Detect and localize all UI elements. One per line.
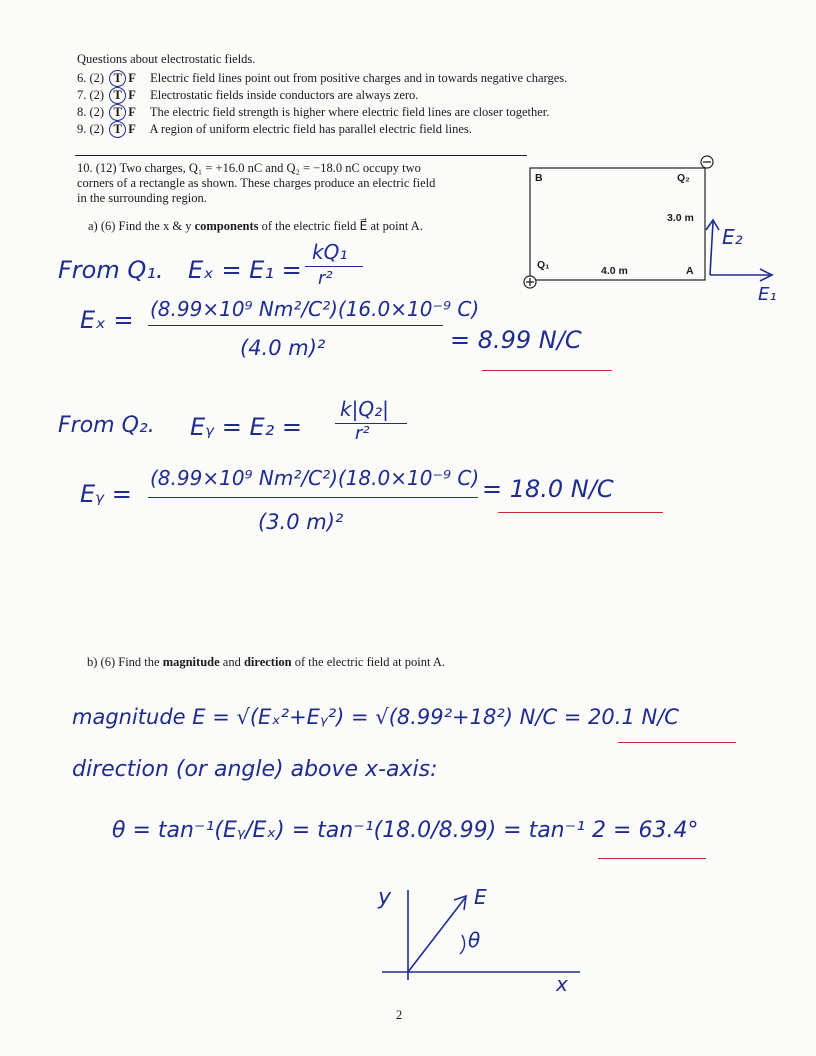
ex-label: Eₓ = [80, 306, 134, 334]
ey-denominator: (3.0 m)² [258, 510, 344, 534]
part-a-prompt: a) (6) Find the x & y components of the electric field E⃗ at point A. [88, 219, 423, 233]
r-squared-2: r² [355, 423, 370, 444]
hand-e1-label: E₁ [758, 284, 777, 305]
sketch-e-label: E [474, 885, 487, 909]
question-list [77, 70, 677, 138]
question-7: 7. (2) T F Electrostatic fields inside conductors are always zero. [77, 88, 419, 102]
question-10: 10. (12) Two charges, Q₁ = +16.0 nC and Q₂ = −18.0 nC occupy two corners of a rectangle as shown. These charges produce an electric field in the surrounding region. [77, 161, 436, 205]
divider [75, 155, 527, 156]
label-q1: Q₁ [537, 259, 550, 271]
height-label: 3.0 m [667, 212, 694, 224]
question-6: 6. (2) T F Electric field lines point out from positive charges and in towards negative charges. [77, 71, 568, 85]
ey-definition: Eᵧ = E₂ = [190, 413, 302, 441]
ex-definition: Eₓ = E₁ = [188, 256, 302, 284]
part-b-prompt: b) (6) Find the magnitude and direction of the electric field at point A. [87, 655, 446, 669]
from-q1: From Q₁. [58, 256, 164, 284]
ey-result: = 18.0 N/C [482, 475, 614, 503]
theta-line: θ = tan⁻¹(Eᵧ/Eₓ) = tan⁻¹(18.0/8.99) = tan⁻¹ 2 = 63.4° [112, 818, 699, 843]
r-squared: r² [318, 268, 333, 289]
label-q2: Q₂ [677, 172, 690, 184]
e2-arrow [710, 222, 713, 275]
from-q2: From Q₂. [58, 413, 155, 438]
magnitude-line: magnitude E = √(Eₓ²+Eᵧ²) = √(8.99²+18²) N/C = 20.1 N/C [72, 705, 679, 729]
label-b: B [535, 172, 543, 184]
page-number: 2 [396, 1008, 403, 1022]
kq2: k|Q₂| [340, 397, 389, 421]
hand-e2-label: E₂ [722, 225, 743, 249]
ey-label: Eᵧ = [80, 480, 132, 508]
label-a: A [686, 265, 694, 277]
ey-numerator: (8.99×10⁹ Nm²/C²)(18.0×10⁻⁹ C) [150, 466, 480, 490]
section-header: Questions about electrostatic fields. [77, 52, 256, 66]
sketch-x-label: x [556, 972, 568, 996]
ex-denominator: (4.0 m)² [240, 336, 326, 360]
ex-result: = 8.99 N/C [450, 326, 582, 354]
ex-numerator: (8.99×10⁹ Nm²/C²)(16.0×10⁻⁹ C) [150, 297, 480, 321]
kq1: kQ₁ [312, 240, 348, 264]
question-8: 8. (2) T F The electric field strength is higher where electric field lines are closer together. [77, 105, 550, 119]
question-9: 9. (2) T F A region of uniform electric field has parallel electric field lines. [77, 122, 472, 136]
sketch-theta-label: θ [468, 928, 481, 952]
rectangle [530, 168, 705, 280]
sketch-y-label: y [378, 885, 392, 910]
direction-line: direction (or angle) above x-axis: [72, 757, 438, 782]
width-label: 4.0 m [601, 265, 628, 277]
